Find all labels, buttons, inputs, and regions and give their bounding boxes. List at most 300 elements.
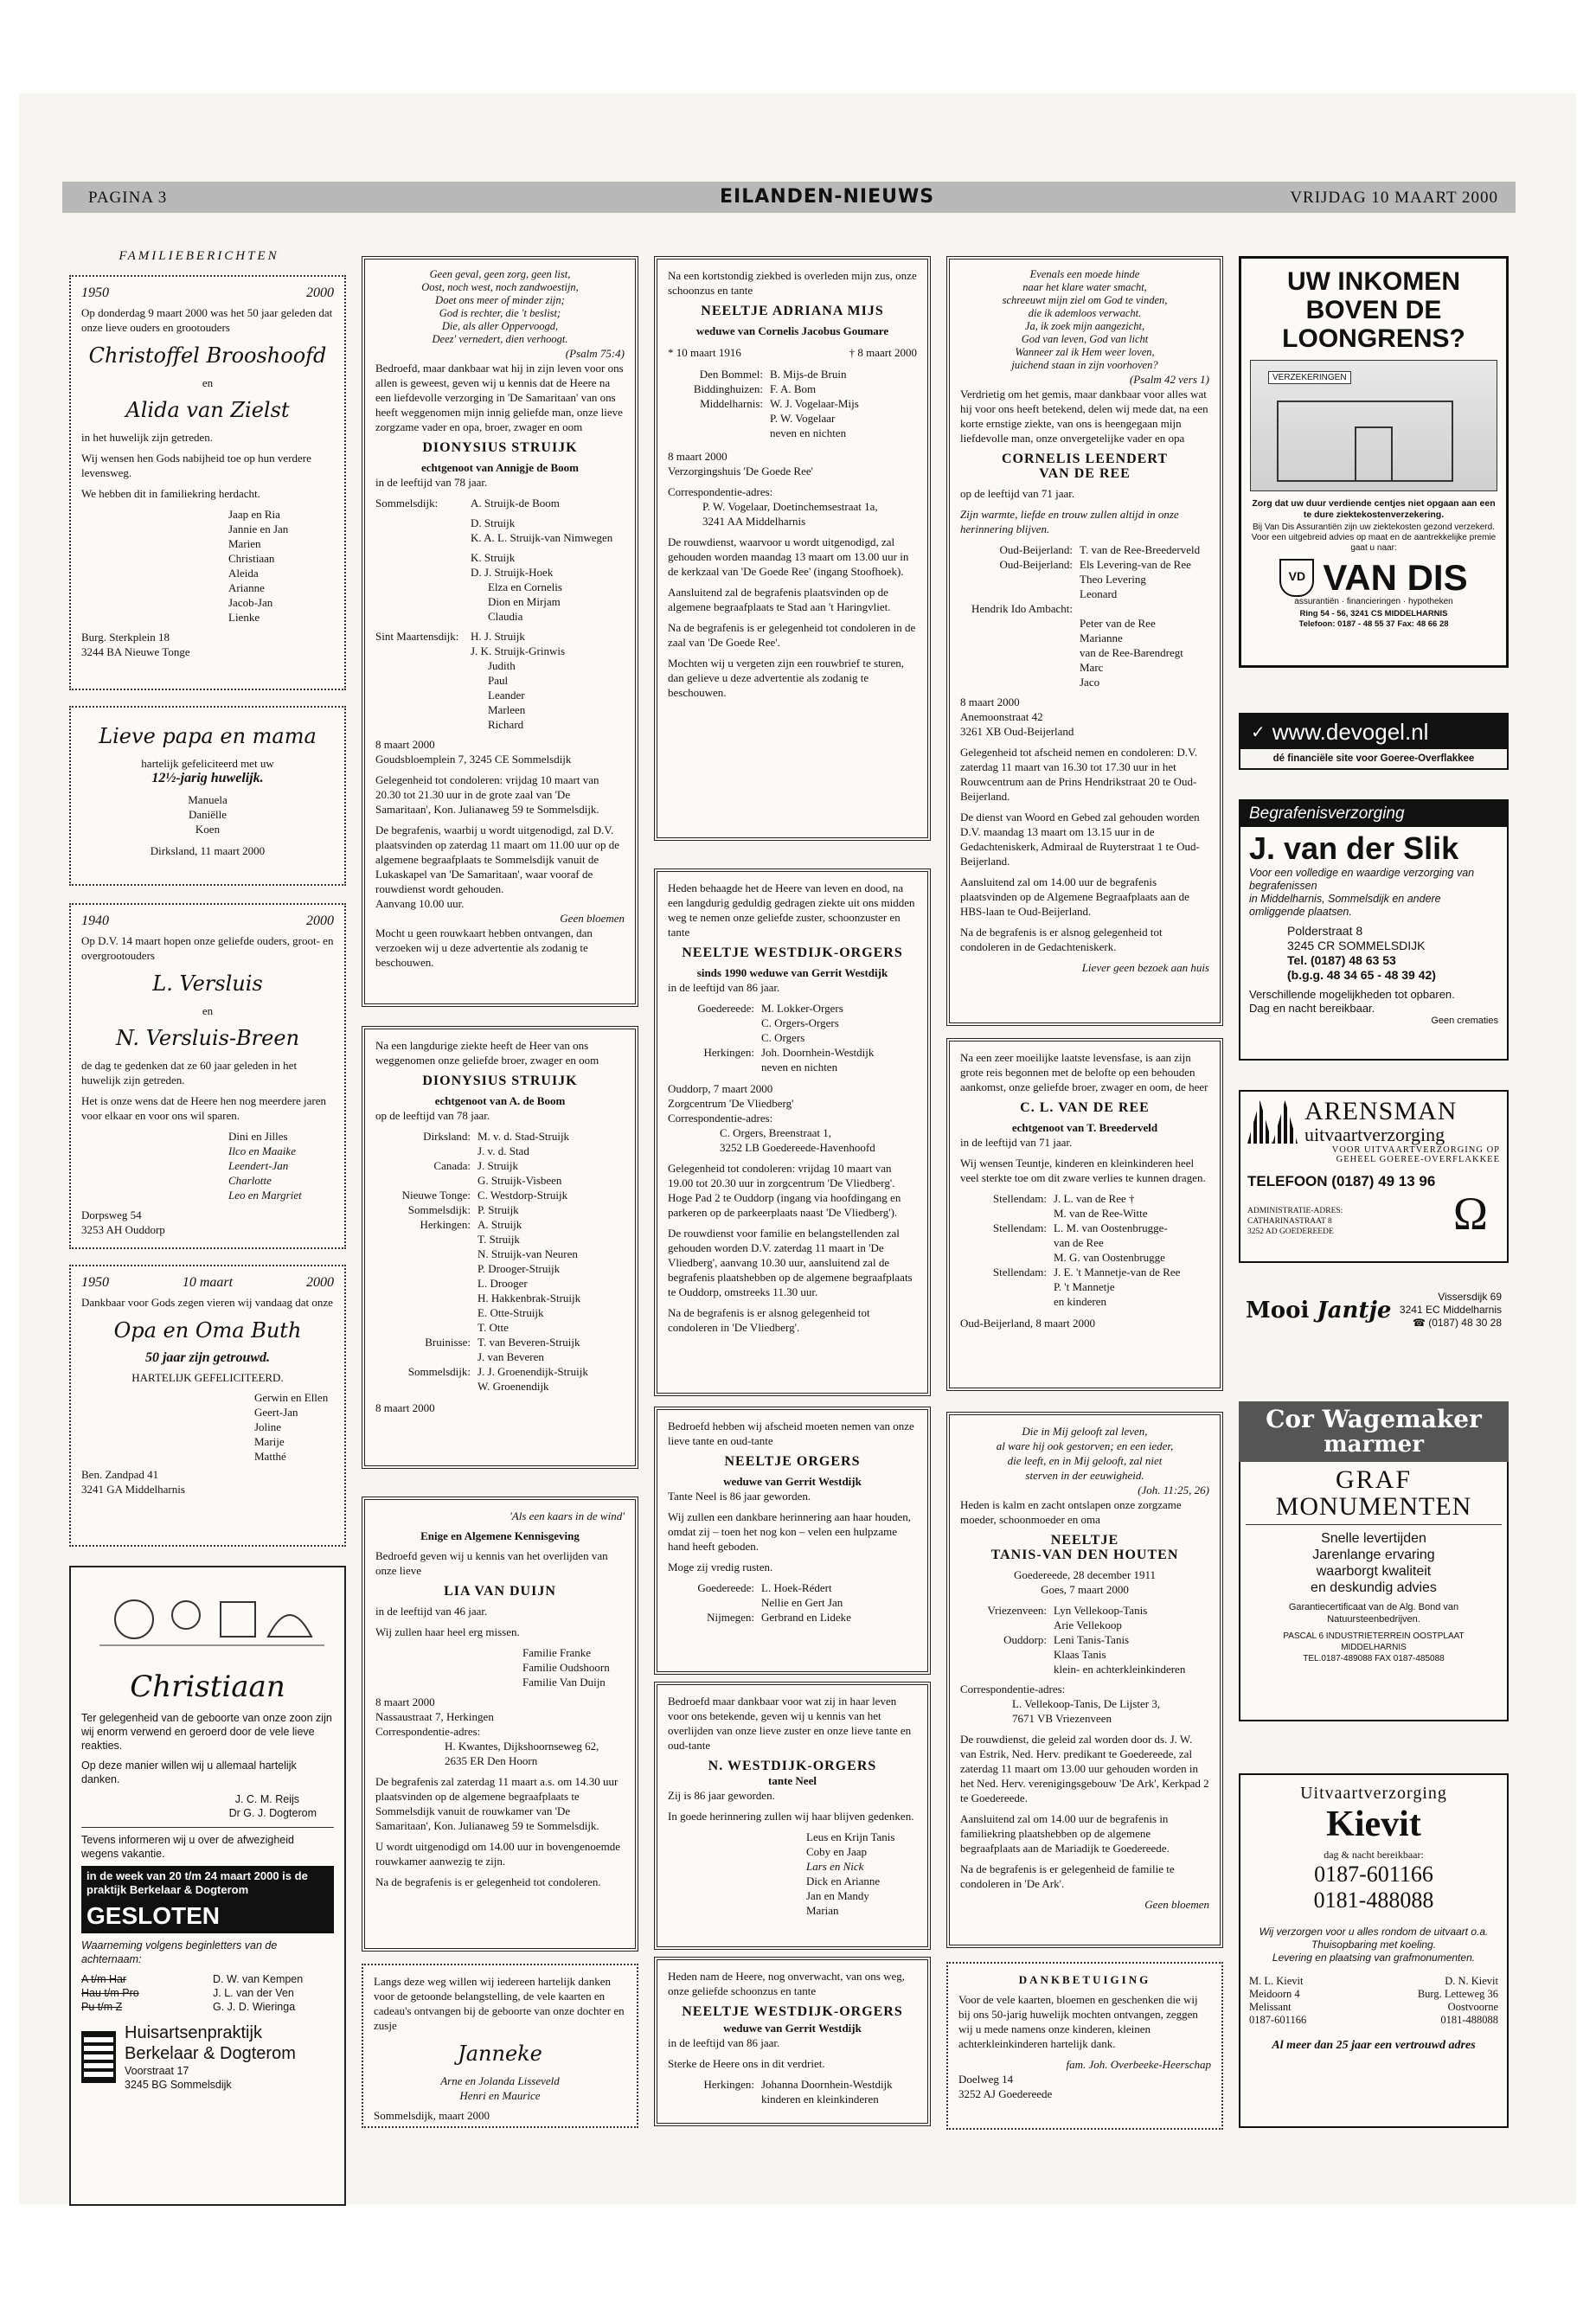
relative-row bbox=[960, 1647, 1209, 1662]
signature: Dr G. J. Dogterom bbox=[228, 1807, 317, 1819]
year-start: 1950 bbox=[81, 285, 109, 300]
phone-line: Tel. (0187) 48 63 53 bbox=[1287, 953, 1396, 967]
relative-row bbox=[668, 396, 917, 411]
place-label bbox=[960, 1250, 1054, 1265]
body-text: De rouwdienst, waarvoor u wordt uitgenodigd, zal gehouden worden maandag 13 maart om 13.00 uur in de kerkzaal van 'De Goede Ree' (ingang Stoofhoek). bbox=[668, 535, 909, 578]
place-label bbox=[668, 411, 770, 426]
relative-row bbox=[960, 1632, 1209, 1647]
body-text: Voor de vele kaarten, bloemen en geschenken die wij bij ons 50-jarig huwelijk mochten ontvangen, zeggen wij u mede namens onze kinderen, kleinen achterkleinkinderen hartelijk dank. bbox=[958, 1993, 1198, 2050]
body-text: Na de begrafenis is er alsnog gelegenheid tot condoleren in 'De Vliedberg'. bbox=[668, 1306, 870, 1334]
body-text: Na de begrafenis is er gelegenheid de familie te condoleren in 'De Ark'. bbox=[960, 1862, 1175, 1890]
body-text: Sterke de Heere ons in dit verdriet. bbox=[668, 2057, 825, 2070]
age-line: Zij is 86 jaar geworden. bbox=[668, 1789, 775, 1802]
date-line: 8 maart 2000 bbox=[375, 738, 435, 751]
family-name: Jannie en Jan bbox=[228, 522, 289, 535]
relative-name: L. Hoek-Rédert bbox=[761, 1581, 832, 1594]
place-label: Stellendam: bbox=[992, 1266, 1047, 1279]
practice-name: Berkelaar & Dogterom bbox=[125, 2044, 296, 2063]
psalm-line: Doet ons meer of minder zijn; bbox=[435, 294, 565, 306]
place-line: Zorgcentrum 'De Vliedberg' bbox=[668, 1097, 794, 1110]
ad-subtitle: dé financiële site voor Goeree-Overflakkee bbox=[1272, 753, 1475, 764]
phone-line: ☎ (0187) 48 30 28 bbox=[1412, 1317, 1502, 1329]
ad-headline: LOONGRENS? bbox=[1282, 324, 1465, 353]
address-label: ADMINISTRATIE-ADRES: bbox=[1247, 1207, 1343, 1215]
psalm-line: die ik ademloos verwacht. bbox=[1028, 307, 1142, 319]
obituary-mijs bbox=[654, 256, 931, 841]
ad-text: Jarenlange ervaring bbox=[1312, 1548, 1435, 1562]
phone-line: 0187-601166 bbox=[1249, 2014, 1307, 2026]
place-label bbox=[668, 1060, 761, 1074]
address-line: 3261 XB Oud-Beijerland bbox=[960, 725, 1074, 738]
company-name: ARENSMAN bbox=[1304, 1097, 1458, 1125]
ad-slogan: Al meer dan 25 jaar een vertrouwd adres bbox=[1272, 2039, 1476, 2052]
address-line: Nassaustraat 7, Herkingen bbox=[375, 1710, 494, 1723]
relative-row bbox=[375, 1173, 625, 1188]
website-url[interactable]: www.devogel.nl bbox=[1272, 718, 1429, 745]
place-label bbox=[960, 572, 1080, 586]
relative-row bbox=[960, 1279, 1209, 1294]
address-line: Meidoorn 4 bbox=[1249, 1988, 1300, 2000]
relative-row bbox=[375, 1217, 625, 1232]
body-text: hartelijk gefeliciteerd met uw bbox=[141, 757, 274, 770]
ad-text: Bij Van Dis Assurantiën zijn uw ziektekosten gezond verzekerd. Voor een uitgebreid advies op maat en de aantrekkelijke premie gaat u naar: bbox=[1251, 522, 1497, 553]
relative-name: Marc bbox=[1080, 661, 1104, 674]
relative-row bbox=[960, 1662, 1209, 1676]
address-line: 3241 EC Middelharnis bbox=[1399, 1304, 1502, 1316]
address-line: 3252 LB Goedereede-Havenhoofd bbox=[720, 1141, 875, 1154]
relative-row bbox=[668, 411, 917, 426]
family-name: Jan en Mandy bbox=[806, 1889, 869, 1902]
couple-name: Opa en Oma Buth bbox=[113, 1318, 302, 1343]
body-text: U wordt uitgenodigd om 14.00 uur in bovengenoemde rouwkamer aanwezig te zijn. bbox=[375, 1840, 621, 1868]
family-name: Coby en Jaap bbox=[806, 1845, 868, 1858]
birth-line: Goedereede, 28 december 1911 bbox=[1013, 1568, 1157, 1581]
age-line: in de leeftijd van 71 jaar. bbox=[960, 1136, 1073, 1149]
relatives-list bbox=[375, 1129, 625, 1394]
psalm-line: Ja, ik zoek mijn aangezicht, bbox=[1024, 320, 1145, 332]
intro-text: Dankbaar voor Gods zegen vieren wij vandaag dat onze bbox=[81, 1296, 333, 1309]
body-text: Na de begrafenis is er gelegenheid tot condoleren in de zaal van 'De Goede Ree'. bbox=[668, 621, 916, 649]
relative-name: T. Struijk bbox=[478, 1233, 520, 1246]
body-text: De begrafenis, waarbij u wordt uitgenodigd, zal D.V. plaatsvinden op zaterdag 11 maart om 11.00 uur op de algemene begraafplaats te Sommelsdijk vanuit de Lukaskapel van 'De Samaritaan', waar vooraf de rouwdienst wordt gehouden. bbox=[375, 824, 620, 895]
birth-date: * 10 maart 1916 bbox=[668, 346, 741, 359]
relative-name: Jaco bbox=[1080, 676, 1100, 689]
place-label bbox=[960, 586, 1080, 601]
date-middle: 10 maart bbox=[182, 1275, 234, 1290]
ad-headline: Begrafenisverzorging bbox=[1240, 801, 1507, 827]
relative-name: Claudia bbox=[488, 610, 523, 623]
relative-name: P. 't Mannetje bbox=[1054, 1280, 1115, 1293]
vd-shield-icon: VD bbox=[1279, 559, 1314, 597]
correspondence-label: Correspondentie-adres: bbox=[960, 1682, 1066, 1695]
intro-text: Heden behaagde het de Heere van leven en dood, na een langdurig geduldig gedragen ziekte uit ons midden weg te nemen onze geliefde zuster, schoonzuster en tante bbox=[668, 881, 915, 939]
relative-row bbox=[668, 1610, 917, 1625]
family-name: Dini en Jilles bbox=[228, 1130, 288, 1143]
notice-type: Enige en Algemene Kennisgeving bbox=[420, 1529, 580, 1542]
relatives-list bbox=[960, 1191, 1209, 1309]
relative-row bbox=[960, 542, 1209, 557]
place-label bbox=[960, 675, 1080, 689]
relative-row bbox=[375, 1276, 625, 1291]
obituary-westdijk-orgers bbox=[654, 868, 931, 1396]
deceased-name: CORNELIS LEENDERT bbox=[1001, 452, 1169, 466]
place-label bbox=[375, 1349, 478, 1364]
address-line: 3253 AH Ouddorp bbox=[81, 1223, 165, 1236]
address-line: 3252 AD GOEDEREEDE bbox=[1247, 1227, 1334, 1236]
relative-row bbox=[668, 1580, 917, 1595]
place-label: Sommelsdijk: bbox=[407, 1365, 471, 1378]
deceased-name: TANIS-VAN DEN HOUTEN bbox=[990, 1548, 1179, 1562]
relative-row bbox=[960, 557, 1209, 572]
intro-text: Bedroefd maar dankbaar voor wat zij in haar leven voor ons betekende, geven wij u kennis van het overlijden van onze lieve zuster en onze lieve tante en oud-tante bbox=[668, 1695, 912, 1752]
ad-headline: BOVEN DE bbox=[1305, 296, 1442, 324]
relative-row bbox=[375, 1379, 625, 1394]
relative-name: F. A. Bom bbox=[770, 382, 817, 395]
obituary-westdijk-herkingen bbox=[654, 1957, 931, 2126]
footer-text: Liever geen bezoek aan huis bbox=[1081, 961, 1209, 974]
psalm-line: Die, als aller Oppervoogd, bbox=[441, 320, 559, 332]
intro-text: Na een langdurige ziekte heeft de Heer van ons weggenomen onze geliefde broer, zwager en oom bbox=[375, 1039, 599, 1067]
no-flowers: Geen bloemen bbox=[1144, 1898, 1209, 1911]
address-line: Anemoonstraat 42 bbox=[960, 710, 1043, 723]
relative-row bbox=[375, 1320, 625, 1335]
place-label: Ouddorp: bbox=[1003, 1633, 1047, 1646]
place-label: Sommelsdijk: bbox=[375, 497, 439, 510]
footer-text: Oud-Beijerland, 8 maart 2000 bbox=[960, 1317, 1095, 1330]
company-subname: uitvaartverzorging bbox=[1304, 1124, 1445, 1145]
relative-row bbox=[960, 675, 1209, 689]
signature: J. C. M. Reijs bbox=[234, 1793, 299, 1805]
relative-name: D. J. Struijk-Hoek bbox=[471, 566, 554, 579]
relative-name: M. van de Ree-Witte bbox=[1054, 1207, 1148, 1220]
ad-text: GEHEEL GOEREE-OVERFLAKKEE bbox=[1336, 1155, 1500, 1164]
place-label bbox=[960, 1662, 1054, 1676]
company-name: Kievit bbox=[1326, 1804, 1421, 1844]
deceased-name: DIONYSIUS STRUIJK bbox=[422, 440, 578, 455]
family-name: Familie Franke bbox=[522, 1646, 592, 1659]
place-label bbox=[375, 1305, 478, 1320]
relative-name: J. K. Struijk-Grinwis bbox=[471, 644, 566, 657]
place-label: Vriezenveen: bbox=[987, 1604, 1047, 1617]
place-label bbox=[375, 1291, 478, 1305]
body-text: Mocht u geen rouwkaart hebben ontvangen, dan verzoeken wij u deze advertentie als zodanig te beschouwen. bbox=[375, 926, 593, 969]
family-name: Manuela bbox=[188, 793, 228, 806]
relative-row bbox=[960, 1250, 1209, 1265]
and-text: en bbox=[202, 1004, 214, 1017]
ad-subtitle: assurantiën · financieringen · hypotheken bbox=[1294, 597, 1453, 606]
ad-text: in Middelharnis, Sommelsdijk en andere omliggende plaatsen. bbox=[1249, 893, 1441, 918]
relative-name: Leni Tanis-Tanis bbox=[1054, 1633, 1130, 1646]
relative-name: P. Struijk bbox=[478, 1203, 519, 1216]
ad-title: Lieve papa en mama bbox=[99, 724, 317, 748]
address-line: 3252 AJ Goedereede bbox=[958, 2087, 1053, 2100]
year-end: 2000 bbox=[306, 913, 334, 928]
relative-row bbox=[960, 1294, 1209, 1309]
relative-name: Leander bbox=[488, 689, 525, 702]
couple-name-1: Christoffel Brooshoofd bbox=[88, 343, 327, 368]
relative-name: Klaas Tanis bbox=[1054, 1648, 1106, 1661]
psalm-line: Geen geval, geen zorg, geen list, bbox=[429, 268, 571, 280]
family-name: Arianne bbox=[228, 581, 265, 594]
doctor-name: D. W. van Kempen bbox=[213, 1973, 304, 1985]
relative-name: Paul bbox=[488, 674, 509, 687]
relative-row bbox=[375, 1188, 625, 1202]
family-name: Jaap en Ria bbox=[228, 508, 280, 521]
body-text: Aansluitend zal om 14.00 uur de begrafenis plaatsvinden op de Algemene Begraafplaats aan de HBS-laan te Oud-Beijerland. bbox=[960, 875, 1189, 918]
body-text: Na de begrafenis is er alsnog gelegenheid tot condoleren in de Gedachteniskerk. bbox=[960, 926, 1163, 953]
year-start: 1940 bbox=[81, 913, 109, 928]
address-line: 3241 AA Middelharnis bbox=[702, 515, 806, 528]
masthead: EILANDEN-NIEUWS bbox=[720, 186, 935, 208]
family-name: Leus en Krijn Tanis bbox=[806, 1830, 895, 1843]
place-label bbox=[960, 645, 1080, 660]
year-start: 1950 bbox=[81, 1275, 109, 1290]
phone-line: 0181-488088 bbox=[1440, 2014, 1498, 2026]
body-text: Aanvang 10.00 uur. bbox=[375, 897, 465, 910]
parents: Arne en Jolanda Lisseveld bbox=[440, 2074, 560, 2087]
relative-name: Lyn Vellekoop-Tanis bbox=[1054, 1604, 1148, 1617]
deceased-name: DIONYSIUS STRUIJK bbox=[422, 1074, 578, 1088]
relative-name: Leonard bbox=[1080, 587, 1118, 600]
no-flowers: Geen bloemen bbox=[560, 912, 625, 925]
relative-row bbox=[375, 1349, 625, 1364]
address-line: 3245 CR SOMMELSDIJK bbox=[1287, 939, 1426, 952]
family-name: Lienke bbox=[228, 611, 260, 624]
place-label: Canada: bbox=[433, 1159, 471, 1172]
relative-name: H. J. Struijk bbox=[471, 630, 525, 643]
relative-row bbox=[375, 1202, 625, 1217]
address-line: Ring 54 - 56, 3241 CS MIDDELHARNIS bbox=[1299, 609, 1448, 619]
letter-range: A t/m Har bbox=[81, 1973, 127, 1985]
place-label: Goedereede: bbox=[697, 1002, 754, 1015]
address-line: Burg. Sterkplein 18 bbox=[81, 631, 170, 644]
relative-name: A. Struijk bbox=[478, 1218, 522, 1231]
address-line: 2635 ER Den Hoorn bbox=[445, 1754, 538, 1767]
place-label bbox=[960, 1235, 1054, 1250]
intro-text: Verdrietig om het gemis, maar dankbaar voor alles wat hij voor ons heeft betekend, delen wij mede dat, na een korte ernstige ziekte, van ons is heengegaan mijn liefdevolle man, onze onvergetelijke vader en opa bbox=[960, 388, 1208, 445]
intro-text: Op D.V. 14 maart hopen onze geliefde ouders, groot- en overgrootouders bbox=[81, 934, 334, 962]
relative-row bbox=[668, 1045, 917, 1060]
intro-text: Bedroefd hebben wij afscheid moeten nemen van onze lieve tante en oud-tante bbox=[668, 1420, 914, 1447]
family-name: Ilco en Maaike bbox=[228, 1144, 296, 1157]
relative-row bbox=[668, 1030, 917, 1045]
psalm-reference: (Psalm 75:4) bbox=[565, 347, 625, 360]
page-number: PAGINA 3 bbox=[88, 189, 168, 207]
family-name: Familie Van Duijn bbox=[522, 1676, 606, 1689]
body-text: De dienst van Woord en Gebed zal gehouden worden D.V. maandag 13 maart om 13.15 uur in de Gedachteniskerk, Admiraal de Ruyterstraat 1 te Oud-Beijerland. bbox=[960, 811, 1200, 868]
place-label bbox=[375, 1276, 478, 1291]
place-label bbox=[375, 1379, 478, 1394]
relative-name: D. Struijk bbox=[471, 516, 516, 529]
relative-row bbox=[375, 1158, 625, 1173]
phone-line: 0181-488088 bbox=[1313, 1888, 1434, 1913]
body-text: De rouwdienst, die geleid zal worden door ds. J. W. van Estrik, Ned. Herv. predikant te Goedereede, zal zaterdag 11 maart om 13.00 uur gehouden worden in het Ned. Herv. verenigingsgebouw 'De Ark', Kerkpad 2 te Goedereede. bbox=[960, 1733, 1209, 1804]
place-label: Herkingen: bbox=[420, 1218, 471, 1231]
contact-name: M. L. Kievit bbox=[1249, 1975, 1304, 1987]
phone-line: (b.g.g. 48 34 65 - 48 39 42) bbox=[1287, 968, 1436, 982]
doctor-name: J. L. van der Ven bbox=[213, 1987, 294, 1999]
correspondence-label: Correspondentie-adres: bbox=[668, 1112, 773, 1125]
place-label bbox=[960, 1618, 1054, 1632]
relative-name: kinderen en kleinkinderen bbox=[761, 2093, 879, 2106]
psalm-line: Oost, noch west, noch zandwoestijn, bbox=[421, 281, 579, 293]
place-label: Den Bommel: bbox=[699, 368, 763, 381]
body-text: 12½-jarig huwelijk. bbox=[151, 771, 264, 785]
relative-name: Gerbrand en Lideke bbox=[761, 1611, 851, 1624]
relative-name: L. M. van Oostenbrugge- bbox=[1054, 1221, 1168, 1234]
relative-name: P. Drooger-Struijk bbox=[478, 1262, 561, 1275]
baby-toys-illustration bbox=[82, 1576, 333, 1663]
place-label: Sint Maartensdijk: bbox=[375, 630, 459, 643]
relative-row bbox=[668, 367, 917, 381]
relative-name: J. v. d. Stad bbox=[478, 1144, 529, 1157]
place-line: Verzorgingshuis 'De Goede Ree' bbox=[668, 465, 813, 478]
place-label: Herkingen: bbox=[703, 2078, 754, 2091]
relative-name: T. van de Ree-Breederveld bbox=[1080, 543, 1201, 556]
relative-name: N. Struijk-van Neuren bbox=[478, 1247, 578, 1260]
death-line: Goes, 7 maart 2000 bbox=[1041, 1583, 1129, 1596]
family-name: Gerwin en Ellen bbox=[254, 1391, 329, 1404]
place-label bbox=[668, 1016, 761, 1030]
family-name: Dick en Arianne bbox=[806, 1875, 881, 1888]
ad-text: Levering en plaatsing van grafmonumenten. bbox=[1272, 1952, 1476, 1964]
relative-name: neven en nichten bbox=[770, 426, 847, 439]
relative-row bbox=[668, 426, 917, 440]
date-line: 8 maart 2000 bbox=[375, 1401, 435, 1414]
body-text: We hebben dit in familiekring herdacht. bbox=[81, 487, 260, 500]
family-name: Lars en Nick bbox=[806, 1860, 864, 1873]
family-name: Koen bbox=[195, 823, 221, 836]
ad-van-dis bbox=[1239, 256, 1509, 668]
address-line: Vissersdijk 69 bbox=[1438, 1291, 1502, 1303]
relative-name: Theo Levering bbox=[1080, 573, 1146, 586]
family-name: Familie Oudshoorn bbox=[522, 1661, 610, 1674]
relatives-list bbox=[960, 1603, 1209, 1676]
deceased-name: NEELTJE ORGERS bbox=[724, 1454, 861, 1469]
obituary-neeltje-orgers bbox=[654, 1407, 931, 1675]
relative-name: T. Otte bbox=[478, 1321, 509, 1334]
place-label bbox=[375, 1247, 478, 1261]
anniversary-versluis bbox=[69, 903, 346, 1249]
family-name: Marian bbox=[806, 1904, 839, 1917]
relatives-list bbox=[668, 1580, 917, 1625]
relative-name: Nellie en Gert Jan bbox=[761, 1596, 843, 1609]
issue-date: VRIJDAG 10 MAART 2000 bbox=[1290, 189, 1498, 207]
obituary-struijk-family bbox=[362, 256, 638, 1007]
year-end: 2000 bbox=[305, 1275, 334, 1290]
body-text: Ter gelegenheid van de geboorte van onze zoon zijn wij enorm verwend en geroerd door de vele lieve reakties. bbox=[81, 1712, 332, 1752]
ad-cor-wagemaker bbox=[1239, 1401, 1509, 1730]
body-text: De begrafenis zal zaterdag 11 maart a.s. om 14.30 uur plaatsvinden op de algemene begraafplaats te Sommelsdijk vanuit de rouwkamer van 'De Samaritaan', Kon. Julianaweg 59 te Sommelsdijk. bbox=[375, 1775, 619, 1832]
family-name: Aleida bbox=[228, 567, 259, 580]
place-label bbox=[960, 660, 1080, 675]
address-line: CATHARINASTRAAT 8 bbox=[1247, 1217, 1332, 1226]
omega-icon: Ω bbox=[1452, 1188, 1488, 1240]
ad-text: en deskundig advies bbox=[1311, 1580, 1437, 1595]
relative-name: A. Struijk-de Boom bbox=[471, 497, 560, 510]
ad-title: DANKBETUIGING bbox=[1018, 1973, 1151, 1986]
obituary-tanis bbox=[946, 1412, 1223, 1948]
place-label bbox=[960, 1294, 1054, 1309]
place-label: Oud-Beijerland: bbox=[999, 543, 1073, 556]
footer-text: Dirksland, 11 maart 2000 bbox=[150, 844, 266, 857]
phone-line: TELEFOON (0187) 49 13 96 bbox=[1247, 1173, 1436, 1189]
relative-name: J. van Beveren bbox=[478, 1350, 544, 1363]
anniversary-buth bbox=[69, 1265, 346, 1547]
relative-name: W. J. Vogelaar-Mijs bbox=[770, 397, 859, 410]
scripture-line: Die in Mij gelooft zal leven, bbox=[1022, 1425, 1148, 1438]
thanks-overbeeke bbox=[946, 1962, 1223, 2130]
age-line: in de leeftijd van 78 jaar. bbox=[375, 476, 488, 489]
relative-row bbox=[375, 1144, 625, 1158]
spouse-line: sinds 1990 weduwe van Gerrit Westdijk bbox=[696, 966, 888, 979]
body-text: Wij wensen Teuntje, kinderen en kleinkinderen heel veel sterkte toe om dit zware verlies te kunnen dragen. bbox=[960, 1157, 1206, 1184]
intro-text: Heden is kalm en zacht ontslapen onze zorgzame moeder, schoonmoeder en oma bbox=[960, 1498, 1182, 1526]
relative-name: C. Orgers-Orgers bbox=[761, 1016, 839, 1029]
letter-range: Hau t/m Pro bbox=[81, 1987, 139, 1999]
psalm-line: Deez' vernedert, dien verhoogt. bbox=[432, 333, 568, 345]
spouse-line: weduwe van Gerrit Westdijk bbox=[723, 2022, 862, 2035]
phone-line: TEL.0187-489088 FAX 0187-485088 bbox=[1303, 1654, 1445, 1663]
place-label bbox=[960, 631, 1080, 645]
ad-van-der-slik bbox=[1239, 799, 1509, 1061]
baby-name: Christiaan bbox=[130, 1670, 285, 1704]
family-name: Jacob-Jan bbox=[228, 596, 273, 609]
relative-name: L. Drooger bbox=[478, 1277, 528, 1290]
place-label bbox=[375, 1320, 478, 1335]
ad-headline: Uitvaartverzorging bbox=[1300, 1784, 1447, 1803]
relative-name: Johanna Doornhein-Westdijk bbox=[761, 2078, 893, 2091]
relative-row bbox=[960, 1206, 1209, 1221]
address-line: 3244 BA Nieuwe Tonge bbox=[81, 645, 190, 658]
couple-name-1: L. Versluis bbox=[152, 971, 263, 996]
age-line: op de leeftijd van 78 jaar. bbox=[375, 1109, 490, 1122]
address-line: P. W. Vogelaar, Doetinchemsestraat 1a, bbox=[702, 500, 878, 513]
relative-row bbox=[375, 1232, 625, 1247]
place-label bbox=[960, 1279, 1054, 1294]
place-label: Nieuwe Tonge: bbox=[401, 1189, 471, 1202]
ad-text: Verschillende mogelijkheden tot opbaren. bbox=[1249, 988, 1455, 1001]
relative-row bbox=[960, 1235, 1209, 1250]
address-line: Polderstraat 8 bbox=[1287, 924, 1363, 938]
place-label bbox=[375, 1232, 478, 1247]
address-line: Dorpsweg 54 bbox=[81, 1208, 142, 1221]
place-label bbox=[960, 616, 1080, 631]
logo-text: Mooi bbox=[1246, 1297, 1310, 1324]
relative-name: J. L. van de Ree † bbox=[1054, 1192, 1135, 1205]
place-label bbox=[668, 1595, 761, 1610]
address-line: Melissant bbox=[1249, 2001, 1292, 2013]
ad-kievit bbox=[1239, 1773, 1509, 2128]
family-name: Daniëlle bbox=[188, 808, 228, 821]
relative-row bbox=[960, 660, 1209, 675]
relative-name: J. J. Groenendijk-Struijk bbox=[478, 1365, 588, 1378]
ad-headline: GRAF bbox=[1335, 1465, 1413, 1494]
relative-name: M. v. d. Stad-Struijk bbox=[478, 1130, 570, 1143]
correspondence-label: Correspondentie-adres: bbox=[375, 1725, 481, 1738]
company-name: Cor Wagemaker bbox=[1266, 1405, 1482, 1433]
relative-name: C. Orgers bbox=[761, 1031, 805, 1044]
place-label: Herkingen: bbox=[703, 1046, 754, 1059]
ad-text: Zorg dat uw duur verdiende centjes niet opgaan aan een te dure ziektekostenverzekering. bbox=[1252, 498, 1496, 520]
anniversary-brooshoofd bbox=[69, 275, 346, 690]
relative-name: Dion en Mirjam bbox=[488, 595, 561, 608]
place-label bbox=[375, 1173, 478, 1188]
practice-name: Huisartsenpraktijk bbox=[125, 2023, 262, 2042]
relative-name: W. Groenendijk bbox=[478, 1380, 549, 1393]
relative-row bbox=[668, 381, 917, 396]
page-header bbox=[62, 182, 1516, 213]
